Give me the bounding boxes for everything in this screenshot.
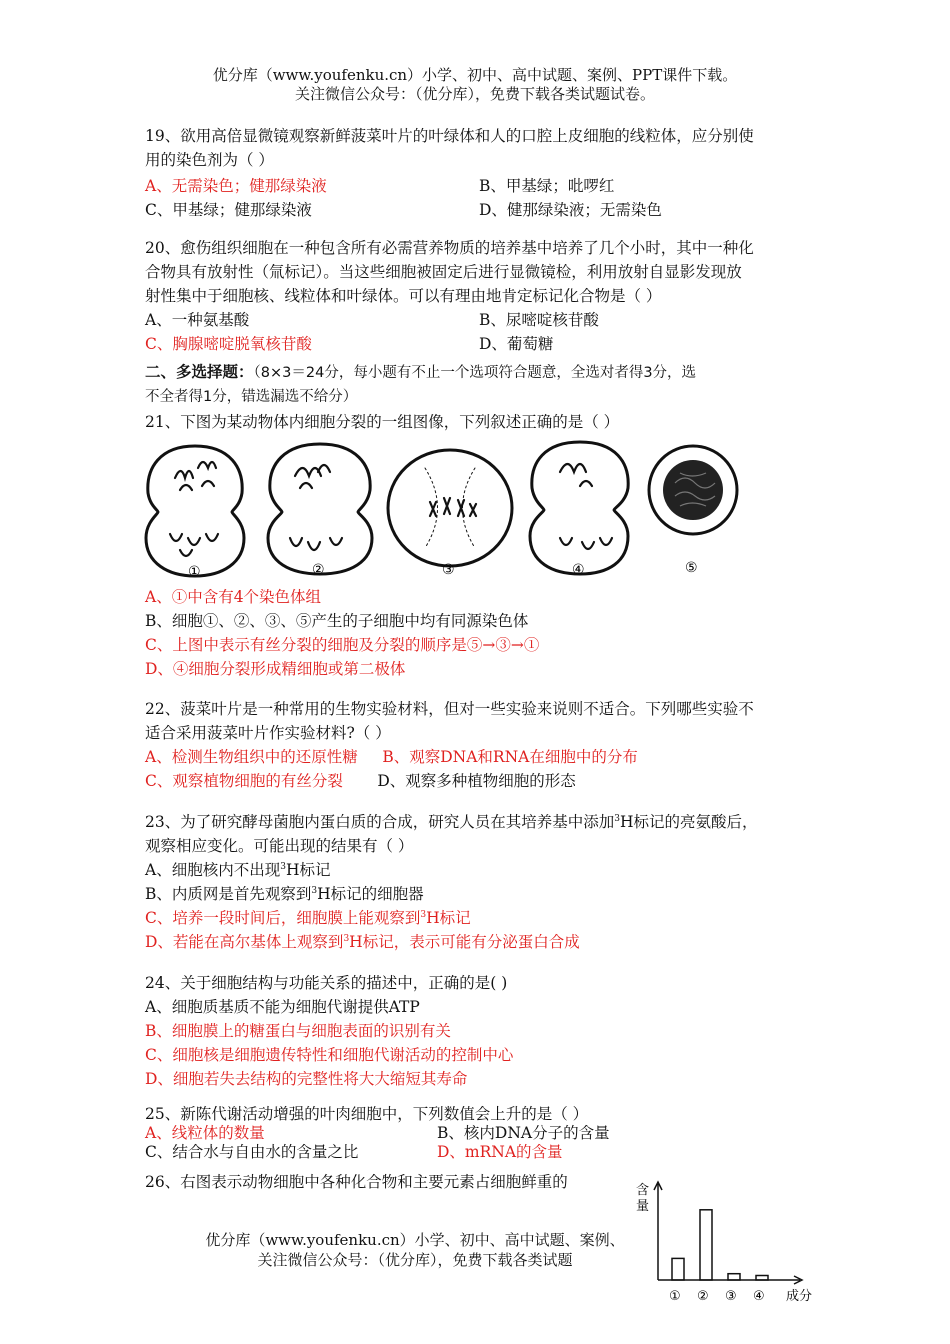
q19-option-a: A、无需染色；健那绿染液: [145, 177, 327, 195]
section-2-heading: [145, 360, 810, 409]
q21-stem: 21、下图为某动物体内细胞分裂的一组图像，下列叙述正确的是（ ）: [145, 413, 620, 431]
q20-stem-1: 20、愈伤组织细胞在一种包含所有必需营养物质的培养基中培养了几个小时，其中一种化: [145, 239, 754, 257]
cell-3-outline: [388, 450, 512, 566]
cell-1-outline: [146, 446, 244, 576]
q22-stem-1: 22、菠菜叶片是一种常用的生物实验材料，但对一些实验来说则不适合。下列哪些实验不: [145, 700, 754, 718]
cell-label-4: ④: [572, 562, 585, 578]
x-tick-label-2: ②: [697, 1289, 709, 1304]
footer-line-2: 关注微信公众号：（优分库），免费下载各类试题: [257, 1251, 573, 1269]
header-line-1: 优分库（www.youfenku.cn）小学、初中、高中试题、案例、PPT课件下载。: [212, 66, 738, 84]
cell-label-3: ③: [442, 562, 455, 578]
x-tick-label-1: ①: [669, 1289, 681, 1304]
q23-option-a: A、细胞核内不出现$^3$H标记: [145, 861, 331, 879]
question-21-stem: [145, 410, 810, 434]
bar-2: [700, 1210, 712, 1280]
page-footer: [180, 1230, 650, 1270]
cell-4-outline: [530, 442, 628, 574]
q25-option-a: A、线粒体的数量: [145, 1124, 265, 1142]
page-header: [0, 66, 950, 104]
q20-option-a: A、一种氨基酸: [145, 311, 250, 329]
cell-5-nucleus: [663, 460, 723, 520]
cell-2-outline: [268, 444, 372, 574]
cell-division-figure: [140, 438, 750, 583]
question-19: [145, 124, 810, 222]
x-tick-label-4: ④: [753, 1289, 765, 1304]
cell-label-1: ①: [188, 564, 201, 580]
q20-option-d: D、葡萄糖: [479, 335, 554, 353]
q24-option-a: A、细胞质基质不能为细胞代谢提供ATP: [145, 998, 420, 1016]
q25-option-b: B、核内DNA分子的含量: [437, 1124, 610, 1142]
section-2-note-2: 不全者得1分，错选漏选不给分）: [145, 389, 358, 405]
q20-stem-2: 合物具有放射性（氚标记）。当这些细胞被固定后进行显微镜检，利用放射自显影发现放: [145, 263, 742, 281]
section-2-title: 二、多选择题：: [145, 363, 254, 381]
q19-stem-2: 用的染色剂为（ ）: [145, 151, 274, 169]
y-axis-label-char-1: 含: [636, 1183, 650, 1198]
q24-option-c: C、细胞核是细胞遗传特性和细胞代谢活动的控制中心: [145, 1046, 514, 1064]
q25-stem: 25、新陈代谢活动增强的叶肉细胞中，下列数值会上升的是（ ）: [145, 1105, 589, 1123]
q23-sup-1: 3: [614, 813, 620, 824]
q23-option-c: C、培养一段时间后，细胞膜上能观察到$^3$H标记: [145, 909, 471, 927]
q23-stem-1: [145, 810, 810, 834]
q22-option-a: A、检测生物组织中的还原性糖: [145, 748, 358, 766]
section-2-note-1: （8×3＝24分，每小题有不止一个选项符合题意，全选对者得3分，选: [253, 365, 697, 381]
q20-stem-3: 射性集中于细胞核、线粒体和叶绿体。可以有理由地肯定标记化合物是（ ）: [145, 287, 662, 305]
q23-option-b: B、内质网是首先观察到$^3$H标记的细胞器: [145, 885, 424, 903]
q19-option-d: D、健那绿染液；无需染色: [479, 201, 662, 219]
q20-option-b: B、尿嘧啶核苷酸: [479, 311, 599, 329]
question-25: [145, 1105, 810, 1162]
q23-stem-1b: H标记的亮氨酸后，: [619, 813, 758, 831]
cell-label-5: ⑤: [685, 560, 698, 576]
q24-option-d: D、细胞若失去结构的完整性将大大缩短其寿命: [145, 1070, 468, 1088]
cell-label-2: ②: [312, 562, 325, 578]
bar-1: [672, 1258, 684, 1280]
q25-option-c: C、结合水与自由水的含量之比: [145, 1143, 359, 1161]
question-21-options: [145, 585, 810, 681]
q19-option-c: C、甲基绿；健那绿染液: [145, 201, 312, 219]
composition-bar-chart: [628, 1172, 828, 1337]
q20-option-c: C、胸腺嘧啶脱氧核苷酸: [145, 335, 312, 353]
footer-line-1: 优分库（www.youfenku.cn）小学、初中、高中试题、案例、: [205, 1231, 625, 1249]
bar-3: [728, 1274, 740, 1280]
q26-stem: 26、右图表示动物细胞中各种化合物和主要元素占细胞鲜重的: [145, 1173, 568, 1191]
question-24: [145, 971, 810, 1091]
q21-option-a: A、①中含有4个染色体组: [145, 588, 322, 606]
question-20: [145, 236, 810, 356]
q25-option-d: D、mRNA的含量: [437, 1143, 563, 1161]
q22-option-c: C、观察植物细胞的有丝分裂: [145, 772, 343, 790]
header-line-2: 关注微信公众号：（优分库），免费下载各类试题试卷。: [294, 85, 655, 103]
q23-option-d: D、若能在高尔基体上观察到$^3$H标记，表示可能有分泌蛋白合成: [145, 933, 580, 951]
q21-option-c: C、上图中表示有丝分裂的细胞及分裂的顺序是⑤→③→①: [145, 636, 540, 654]
q23-stem-2: 观察相应变化。可能出现的结果有（ ）: [145, 837, 414, 855]
q22-option-b: B、观察DNA和RNA在细胞中的分布: [382, 748, 638, 766]
bar-4: [756, 1276, 768, 1281]
q22-stem-2: 适合采用菠菜叶片作实验材料?（ ）: [145, 724, 391, 742]
q21-option-d: D、④细胞分裂形成精细胞或第二极体: [145, 660, 406, 678]
q21-option-b: B、细胞①、②、③、⑤产生的子细胞中均有同源染色体: [145, 612, 529, 630]
question-23: [145, 810, 810, 954]
q24-stem: 24、关于细胞结构与功能关系的描述中，正确的是( ): [145, 974, 508, 992]
q19-stem-1: 19、欲用高倍显微镜观察新鲜菠菜叶片的叶绿体和人的口腔上皮细胞的线粒体，应分别使: [145, 127, 754, 145]
x-axis-label: 成分: [786, 1289, 813, 1304]
q22-option-d: D、观察多种植物细胞的形态: [377, 772, 576, 790]
q23-stem-1a: 23、为了研究酵母菌胞内蛋白质的合成，研究人员在其培养基中添加: [145, 813, 615, 831]
y-axis-label-char-2: 量: [636, 1199, 650, 1214]
q19-option-b: B、甲基绿；吡啰红: [479, 177, 615, 195]
x-tick-label-3: ③: [725, 1289, 737, 1304]
question-22: [145, 697, 810, 793]
q24-option-b: B、细胞膜上的糖蛋白与细胞表面的识别有关: [145, 1022, 451, 1040]
